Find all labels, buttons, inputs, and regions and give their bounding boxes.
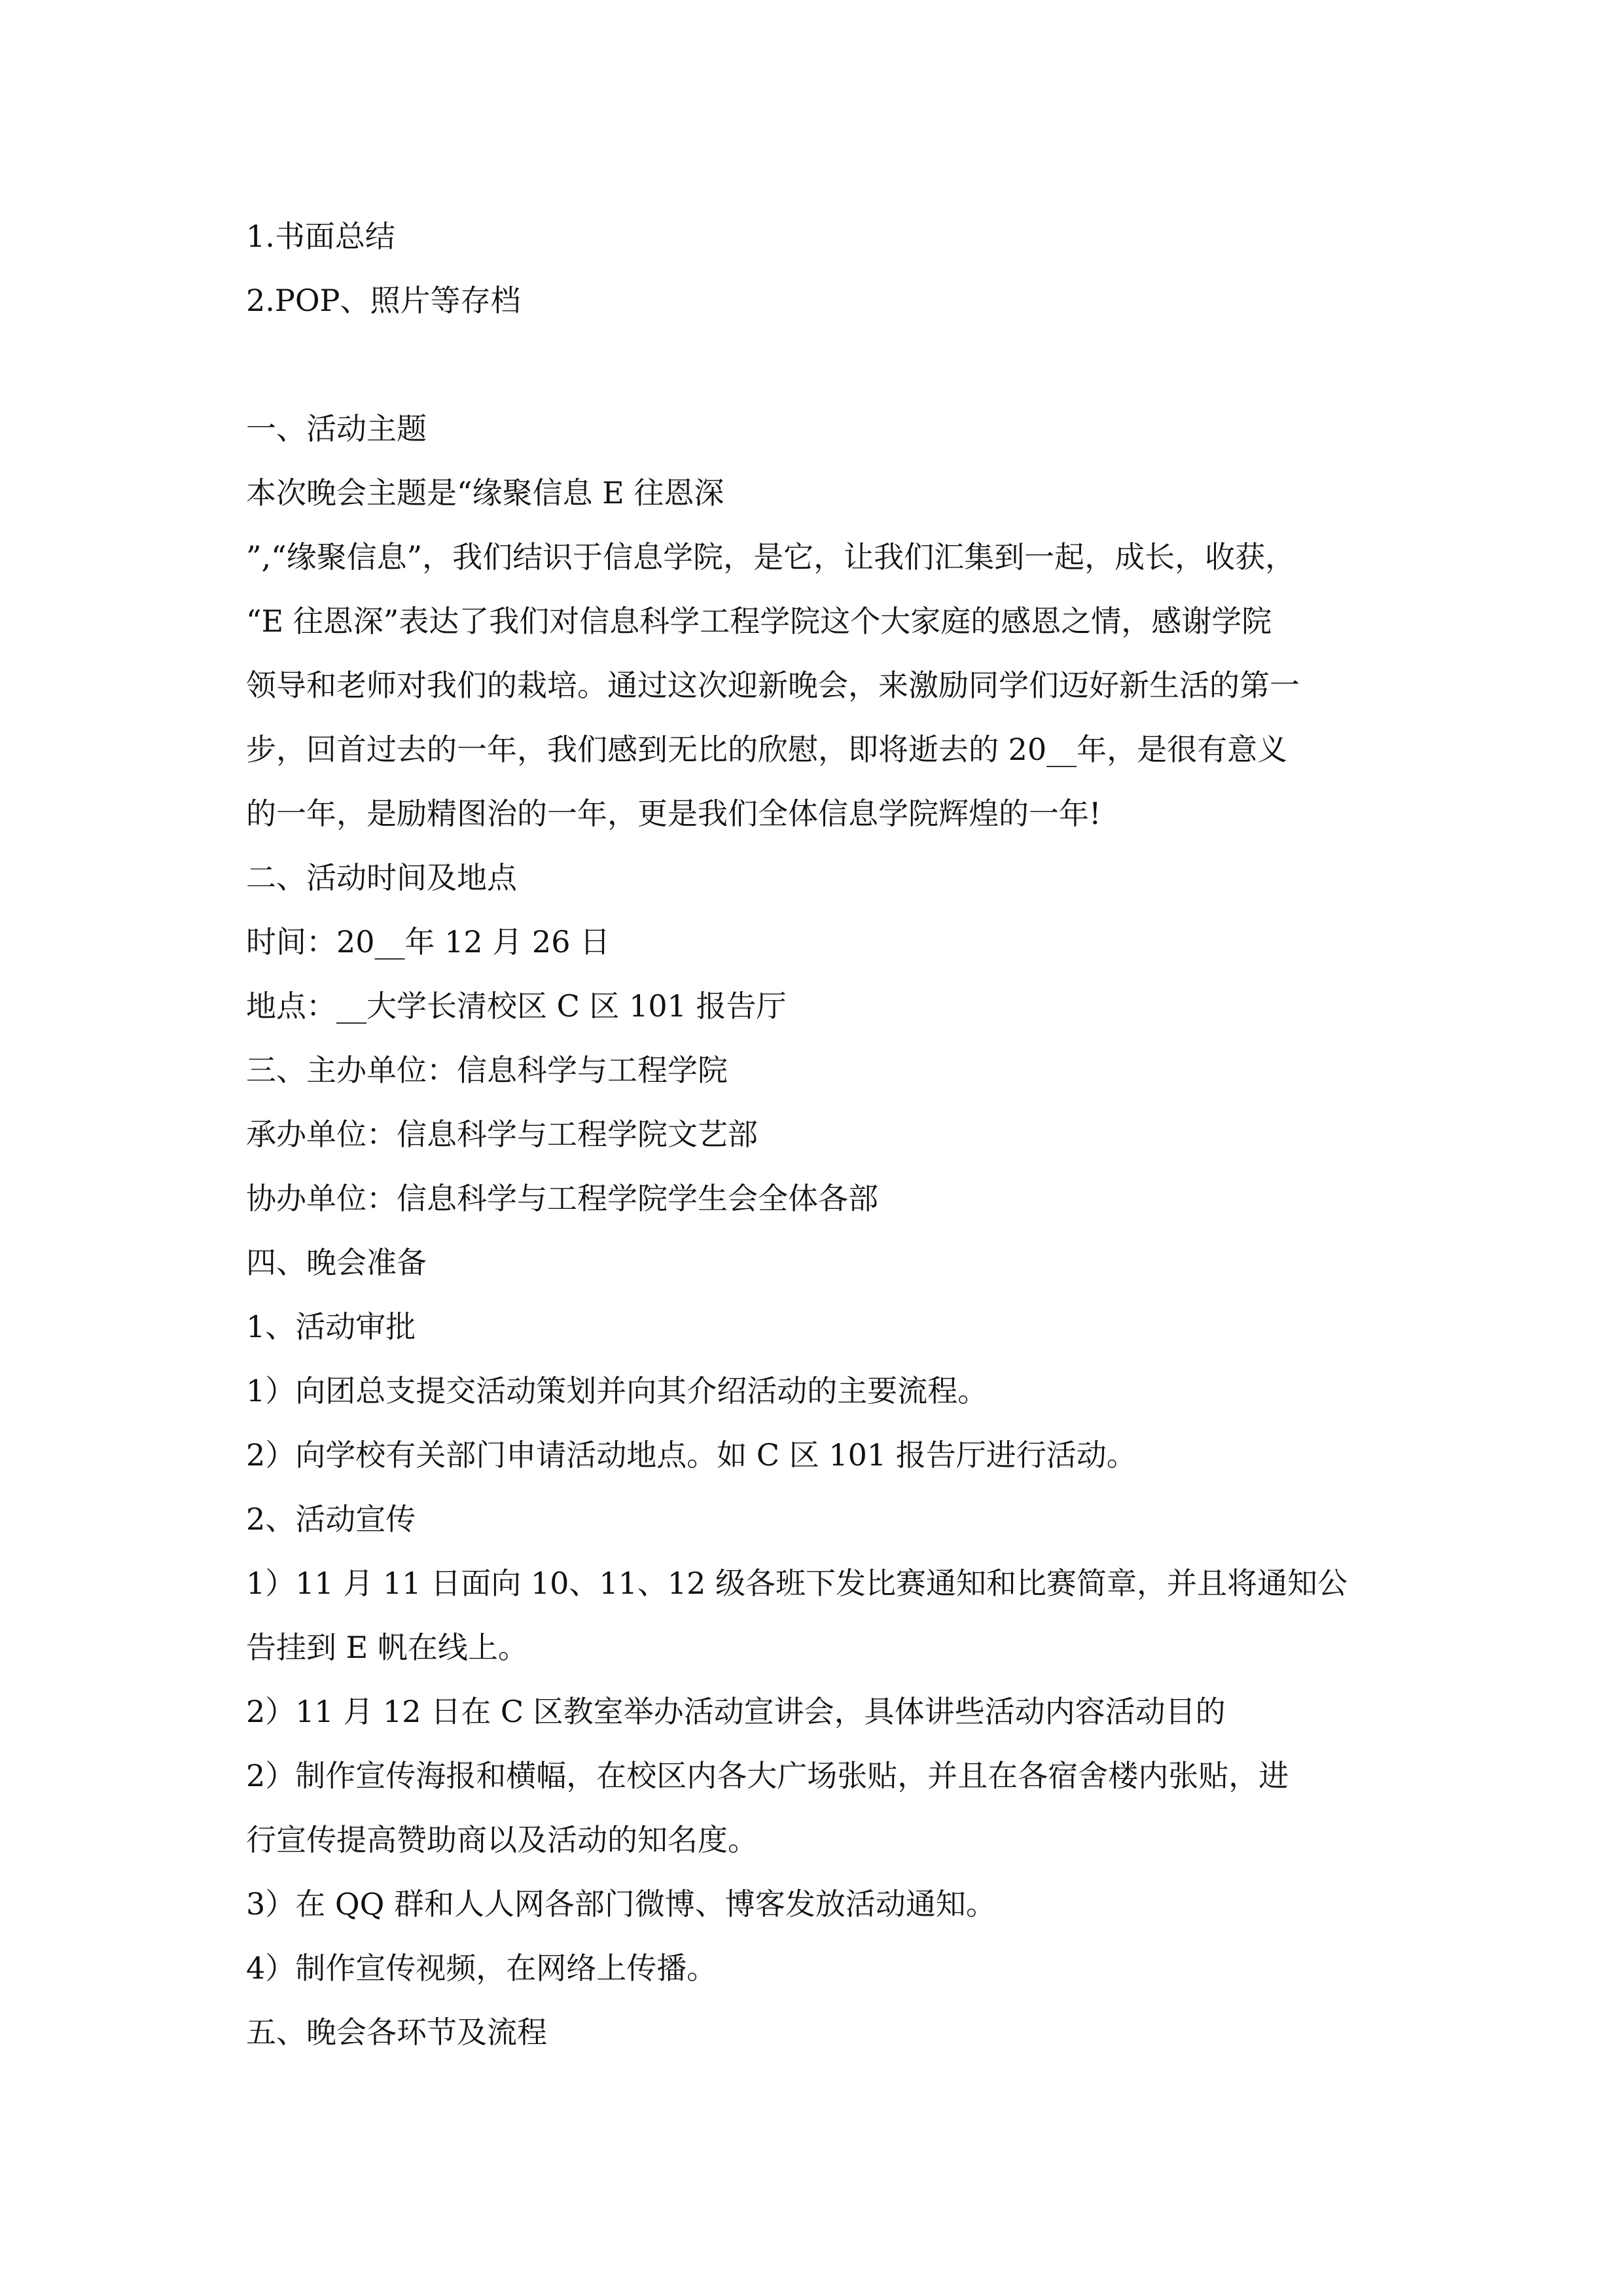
- theme-line-6: 的一年，是励精图治的一年，更是我们全体信息学院辉煌的一年!: [246, 796, 1101, 831]
- theme-line-4: 领导和老师对我们的栽培。通过这次迎新晚会，来激励同学们迈好新生活的第一: [246, 668, 1300, 703]
- publicity-line-2: 告挂到 E 帆在线上。: [246, 1630, 528, 1665]
- publicity-line-5: 行宣传提高赞助商以及活动的知名度。: [246, 1822, 758, 1857]
- publicity-line-7: 4）制作宣传视频，在网络上传播。: [246, 1950, 717, 1986]
- section-5-heading: 五、晚会各环节及流程: [246, 2015, 547, 2050]
- theme-line-5: 步，回首过去的一年，我们感到无比的欣慰，即将逝去的 20__年，是很有意义: [246, 732, 1288, 767]
- publicity-line-4: 2）制作宣传海报和横幅，在校区内各大广场张贴，并且在各宿舍楼内张贴，进: [246, 1758, 1289, 1793]
- archive-item-2: 2.POP、照片等存档: [246, 283, 521, 318]
- event-place: 地点：__大学长清校区 C 区 101 报告厅: [246, 988, 787, 1024]
- publicity-heading: 2、活动宣传: [246, 1501, 416, 1537]
- theme-line-1: 本次晚会主题是“缘聚信息 E 往恩深: [246, 475, 724, 511]
- publicity-line-3: 2）11 月 12 日在 C 区教室举办活动宣讲会，具体讲些活动内容活动目的: [246, 1694, 1226, 1729]
- publicity-line-1: 1）11 月 11 日面向 10、11、12 级各班下发比赛通知和比赛简章，并且将通知公: [246, 1566, 1348, 1601]
- theme-line-3: “E 往恩深”表达了我们对信息科学工程学院这个大家庭的感恩之情，感谢学院: [246, 603, 1272, 639]
- event-time: 时间：20__年 12 月 26 日: [246, 924, 611, 960]
- document-body: [246, 204, 1424, 2064]
- publicity-line-6: 3）在 QQ 群和人人网各部门微博、博客发放活动通知。: [246, 1886, 996, 1922]
- section-4-heading: 四、晚会准备: [246, 1245, 427, 1280]
- approval-item-2: 2）向学校有关部门申请活动地点。如 C 区 101 报告厅进行活动。: [246, 1437, 1137, 1473]
- approval-heading: 1、活动审批: [246, 1309, 416, 1344]
- section-2-heading: 二、活动时间及地点: [246, 860, 517, 895]
- organizer-unit: 承办单位：信息科学与工程学院文艺部: [246, 1117, 758, 1152]
- approval-item-1: 1）向团总支提交活动策划并向其介绍活动的主要流程。: [246, 1373, 988, 1408]
- section-1-heading: 一、活动主题: [246, 411, 427, 446]
- theme-line-2: ”,“缘聚信息”，我们结识于信息学院，是它，让我们汇集到一起，成长，收获，: [246, 539, 1296, 575]
- co-organizer-unit: 协办单位：信息科学与工程学院学生会全体各部: [246, 1181, 878, 1216]
- blank-line: [246, 332, 1424, 397]
- archive-item-1: 1.书面总结: [246, 219, 395, 254]
- host-unit: 三、主办单位：信息科学与工程学院: [246, 1052, 728, 1088]
